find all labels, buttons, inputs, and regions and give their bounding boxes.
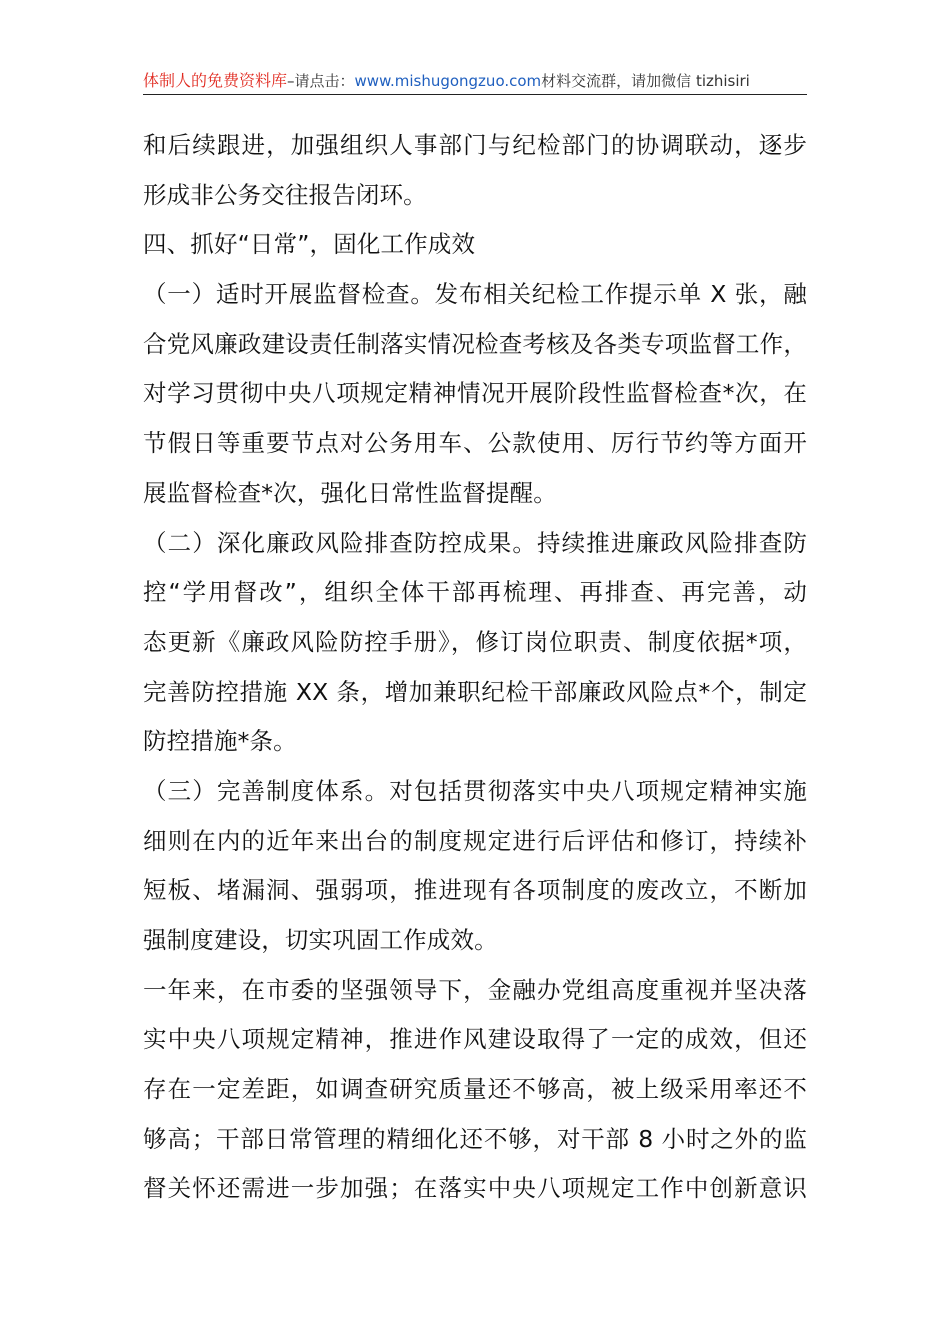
text-line: 防控措施*条。	[143, 727, 297, 756]
header-link[interactable]: www.mishugongzuo.com	[354, 72, 542, 90]
text-line: 四、抓好“日常”，固化工作成效	[143, 230, 476, 259]
text-line: 展监督检查*次，强化日常性监督提醒。	[143, 478, 557, 507]
text-line: 细则在内的近年来出台的制度规定进行后评估和修订，持续补	[143, 826, 807, 855]
text-line: 督关怀还需进一步加强；在落实中央八项规定工作中创新意识	[143, 1174, 807, 1203]
text-line: 一年来，在市委的坚强领导下，金融办党组高度重视并坚决落	[143, 975, 807, 1004]
text-line: （一）适时开展监督检查。发布相关纪检工作提示单 X 张，融	[143, 280, 807, 309]
text-line: 控“学用督改”，组织全体干部再梳理、再排查、再完善，动	[143, 578, 807, 607]
text-line: 够高；干部日常管理的精细化还不够，对干部 8 小时之外的监	[143, 1124, 807, 1153]
text-line: 形成非公务交往报告闭环。	[143, 180, 427, 209]
header-prompt: –请点击：	[287, 72, 355, 90]
header-note: 材料交流群，请加微信 tizhisiri	[541, 72, 750, 90]
text-line: 实中央八项规定精神，推进作风建设取得了一定的成效，但还	[143, 1025, 807, 1054]
text-line: 强制度建设，切实巩固工作成效。	[143, 926, 498, 954]
text-line: （二）深化廉政风险排查防控成果。持续推进廉政风险排查防	[143, 528, 807, 557]
text-line: 完善防控措施 XX 条，增加兼职纪检干部廉政风险点*个，制定	[143, 677, 807, 706]
page-header	[143, 68, 807, 94]
text-line: 对学习贯彻中央八项规定精神情况开展阶段性监督检查*次，在	[143, 379, 807, 408]
document-body	[143, 121, 807, 1214]
text-line: 合党风廉政建设责任制落实情况检查考核及各类专项监督工作，	[143, 329, 807, 358]
header-brand: 体制人的免费资料库	[143, 71, 288, 90]
text-line: 节假日等重要节点对公务用车、公款使用、厉行节约等方面开	[143, 429, 807, 458]
text-line: 短板、堵漏洞、强弱项，推进现有各项制度的废改立，不断加	[143, 876, 807, 905]
header-divider	[143, 94, 807, 95]
text-line: 和后续跟进，加强组织人事部门与纪检部门的协调联动，逐步	[143, 131, 807, 159]
text-line: 态更新《廉政风险防控手册》，修订岗位职责、制度依据*项，	[143, 627, 807, 656]
text-line: （三）完善制度体系。对包括贯彻落实中央八项规定精神实施	[143, 776, 807, 805]
text-line: 存在一定差距，如调查研究质量还不够高，被上级采用率还不	[143, 1075, 807, 1104]
